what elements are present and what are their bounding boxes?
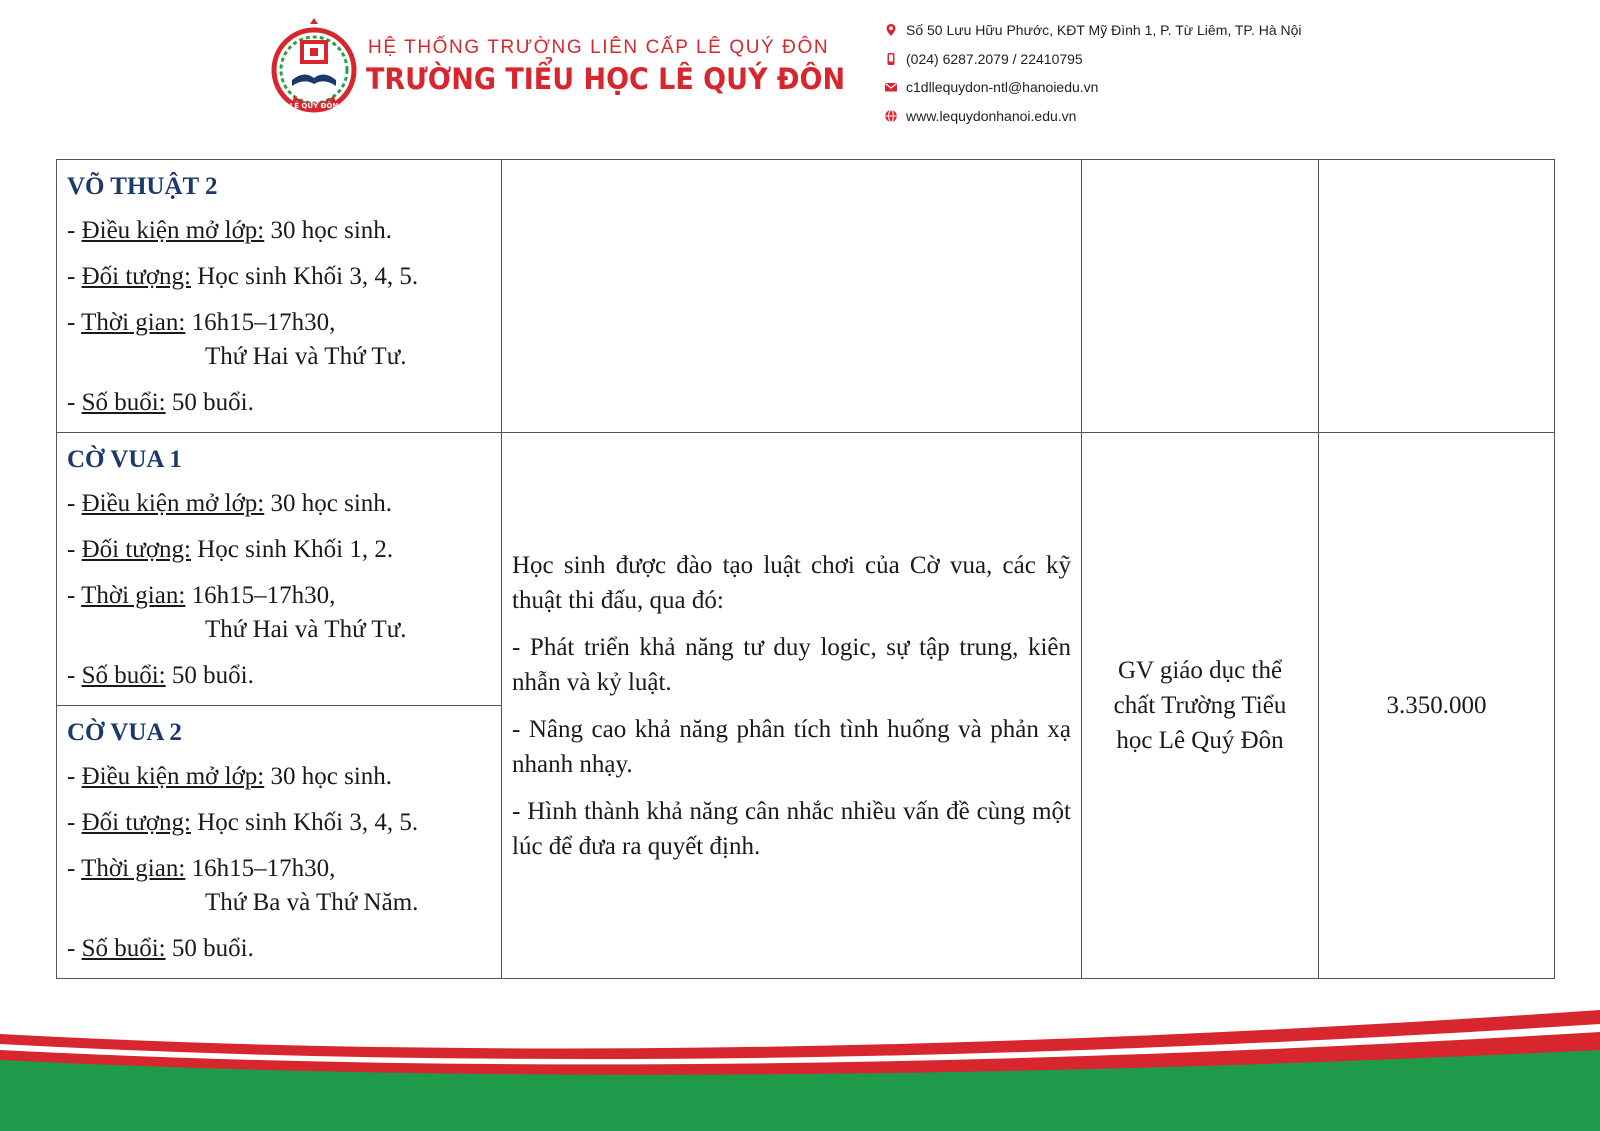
- page-header: [0, 0, 1600, 140]
- course-days: Thứ Hai và Thứ Tư.: [205, 616, 407, 643]
- course-title: CỜ VUA 1: [67, 446, 182, 473]
- course-cell-co-vua-2: [57, 706, 502, 979]
- location-pin-icon: [884, 23, 898, 37]
- teacher-text: GV giáo dục thể chất Trường Tiểu học Lê Quý Đôn: [1113, 657, 1287, 754]
- globe-icon: [884, 109, 898, 123]
- fee-text: 3.350.000: [1386, 691, 1487, 719]
- table-row: [57, 433, 1555, 706]
- table-row: [57, 160, 1555, 433]
- mail-icon: [884, 80, 898, 94]
- course-target: - Đối tượng: Học sinh Khối 1, 2.: [67, 536, 394, 563]
- description-paragraph: - Phát triển khả năng tư duy logic, sự tập trung, kiên nhẫn và kỷ luật.: [512, 633, 1071, 696]
- svg-text:LÊ QUÝ ĐÔN: LÊ QUÝ ĐÔN: [289, 102, 339, 110]
- course-condition: - Điều kiện mở lớp: 30 học sinh.: [67, 217, 393, 244]
- phone-icon: [884, 52, 898, 66]
- address-text: Số 50 Lưu Hữu Phước, KĐT Mỹ Đình 1, P. Từ Liêm, TP. Hà Nội: [906, 22, 1302, 39]
- contact-info: [884, 16, 1302, 130]
- phone-text: (024) 6287.2079 / 22410795: [906, 50, 1083, 67]
- contact-phone: [884, 45, 1302, 74]
- course-title: VÕ THUẬT 2: [67, 173, 218, 200]
- course-days: Thứ Ba và Thứ Năm.: [205, 889, 419, 916]
- course-target: - Đối tượng: Học sinh Khối 3, 4, 5.: [67, 263, 419, 290]
- school-name: TRƯỜNG TIỂU HỌC LÊ QUÝ ĐÔN: [366, 62, 846, 96]
- course-cell-vo-thuat-2: [57, 160, 502, 433]
- chess-teacher-cell: [1082, 433, 1319, 979]
- course-time: - Thời gian: 16h15–17h30,: [67, 855, 336, 882]
- course-time: - Thời gian: 16h15–17h30,: [67, 582, 336, 609]
- empty-cell: [1082, 160, 1319, 433]
- course-condition: - Điều kiện mở lớp: 30 học sinh.: [67, 763, 393, 790]
- contact-website: [884, 102, 1302, 131]
- course-days: Thứ Hai và Thứ Tư.: [205, 343, 407, 370]
- course-sessions: - Số buổi: 50 buổi.: [67, 662, 254, 689]
- contact-address: [884, 16, 1302, 45]
- course-sessions: - Số buổi: 50 buổi.: [67, 389, 254, 416]
- chess-description-cell: [502, 433, 1082, 979]
- course-title: CỜ VUA 2: [67, 719, 182, 746]
- description-paragraph: - Nâng cao khả năng phân tích tình huống và phản xạ nhanh nhạy.: [512, 715, 1071, 778]
- course-condition: - Điều kiện mở lớp: 30 học sinh.: [67, 490, 393, 517]
- course-table: [56, 159, 1555, 979]
- empty-cell: [502, 160, 1082, 433]
- description-paragraph: - Hình thành khả năng cân nhắc nhiều vấn đề cùng một lúc để đưa ra quyết định.: [512, 797, 1071, 860]
- course-sessions: - Số buổi: 50 buổi.: [67, 935, 254, 962]
- course-time: - Thời gian: 16h15–17h30,: [67, 309, 336, 336]
- school-logo: [270, 14, 358, 126]
- course-cell-co-vua-1: [57, 433, 502, 706]
- chess-fee-cell: [1319, 433, 1555, 979]
- email-text[interactable]: c1dllequydon-ntl@hanoiedu.vn: [906, 79, 1099, 96]
- description-paragraph: Học sinh được đào tạo luật chơi của Cờ vua, các kỹ thuật thi đấu, qua đó:: [512, 551, 1071, 614]
- contact-email: [884, 73, 1302, 102]
- footer-wave: [0, 1010, 1600, 1131]
- course-target: - Đối tượng: Học sinh Khối 3, 4, 5.: [67, 809, 419, 836]
- empty-cell: [1319, 160, 1555, 433]
- website-text[interactable]: www.lequydonhanoi.edu.vn: [906, 107, 1077, 124]
- school-system-name: HỆ THỐNG TRƯỜNG LIÊN CẤP LÊ QUÝ ĐÔN: [368, 37, 830, 58]
